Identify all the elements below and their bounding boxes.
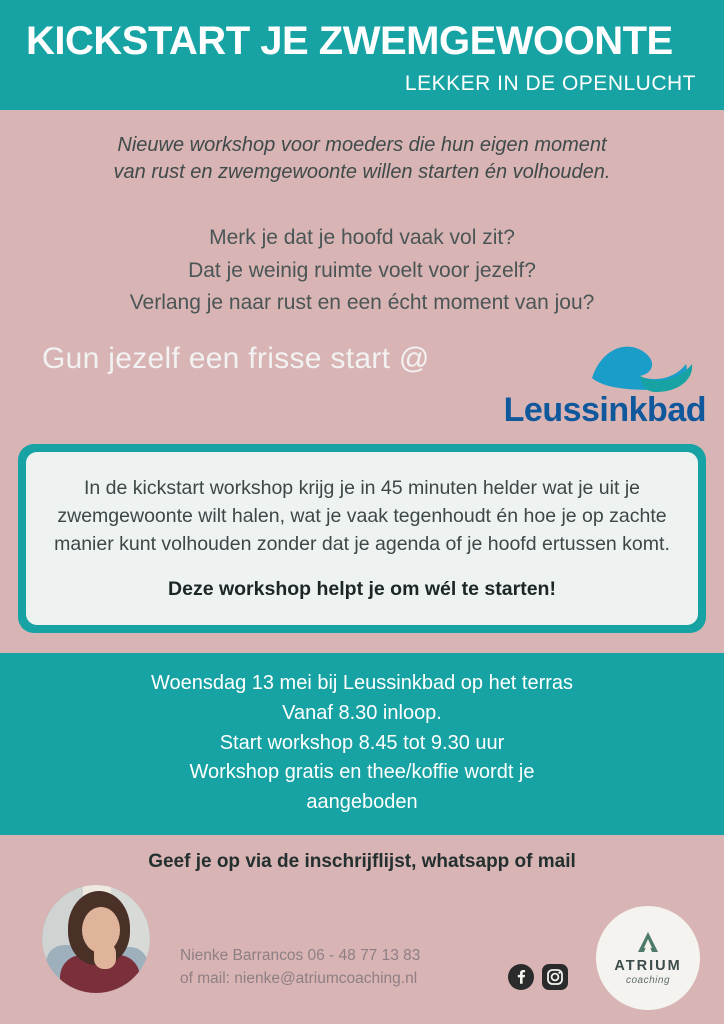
detail-line-1: Woensdag 13 mei bij Leussinkbad op het terras [150,672,574,695]
header-subtitle: LEKKER IN DE OPENLUCHT [404,72,696,95]
leussinkbad-logo-text: Leussinkbad [503,390,706,429]
instagram-icon[interactable] [542,964,568,990]
signup-instruction: Geef je op via de inschrijflijst, whatsapp of mail [148,851,576,873]
questions-block [0,186,724,320]
detail-line-5: aangeboden [306,790,418,813]
atrium-mark-icon [635,930,661,956]
atrium-logo-tagline: coaching [625,975,671,986]
wave-icon [582,338,702,392]
avatar [42,885,150,993]
social-links [508,964,568,990]
workshop-box [18,444,706,634]
detail-line-2: Vanaf 8.30 inloop. [282,702,442,725]
atrium-coaching-logo [596,906,700,1010]
atrium-logo-word: ATRIUM [614,958,682,974]
poster-footer [0,873,724,1024]
details-band [0,653,724,835]
question-1: Merk je dat je hoofd vaak vol zit? [209,226,515,249]
contact-phone: Nienke Barrancos 06 - 48 77 13 83 [180,947,421,965]
leussinkbad-logo [460,338,710,430]
workshop-description: In de kickstart workshop krijg je in 45 minuten helder wat je uit je zwemgewoonte wilt halen, wat je vaak tegenhoudt én hoe je op zachte manier kunt volhouden zonder dat je agenda of je hoofd ertussen komt. [54,476,670,556]
workshop-highlight: Deze workshop helpt je om wél te starten! [168,578,556,601]
intro-line-2: van rust en zwemgewoonte willen starten én volhouden. [113,161,611,183]
intro-text [0,110,724,186]
detail-line-4: Workshop gratis en thee/koffie wordt je [189,761,535,784]
facebook-icon[interactable] [508,964,534,990]
cta-row [0,338,724,438]
detail-line-3: Start workshop 8.45 tot 9.30 uur [219,731,505,754]
contact-info [180,945,420,990]
cta-text: Gun jezelf een frisse start @ [42,341,430,375]
page-title: KICKSTART JE ZWEMGEWOONTE [26,19,673,63]
intro-line-1: Nieuwe workshop voor moeders die hun eigen moment [117,134,607,156]
poster-header [0,0,724,110]
contact-email: of mail: nienke@atriumcoaching.nl [180,969,418,987]
question-3: Verlang je naar rust en een écht moment van jou? [129,291,595,315]
workshop-box-inner [26,452,698,626]
question-2: Dat je weinig ruimte voelt voor jezelf? [188,258,536,282]
